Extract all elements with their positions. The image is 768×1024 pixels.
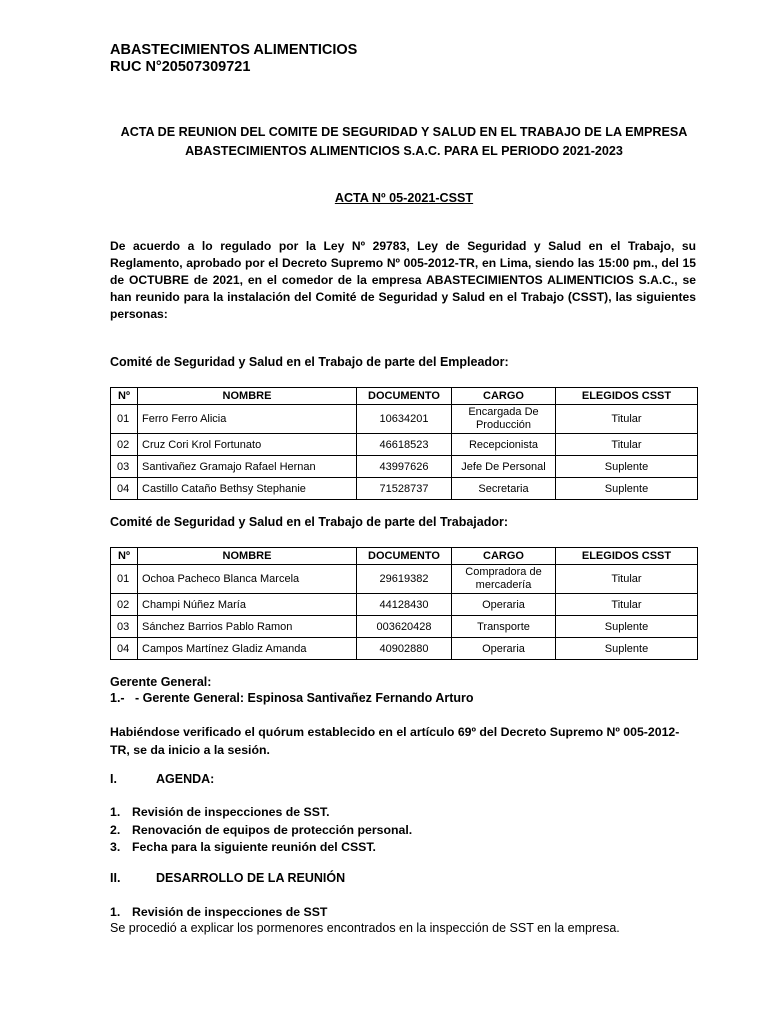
cell-nombre: Champi Núñez María [138,594,357,616]
cell-n: 02 [111,594,138,616]
col-header-nombre: NOMBRE [138,548,357,565]
list-item-text: Renovación de equipos de protección personal. [132,822,413,837]
cell-n: 01 [111,565,138,594]
list-item-text: Revisión de inspecciones de SST. [132,805,330,819]
gerente-line: 1.- - Gerente General: Espinosa Santivañez Fernando Arturo [110,691,474,705]
cell-cargo: Encargada De Producción [452,405,556,434]
list-item-number: 1. [110,805,121,819]
company-ruc: RUC N°20507309721 [110,59,251,75]
table-row [111,405,698,434]
cell-elegido: Suplente [556,638,698,660]
list-item [110,822,412,840]
col-header-elegidos: ELEGIDOS CSST [556,548,698,565]
list-item [110,904,327,922]
cell-cargo: Jefe De Personal [452,456,556,478]
cell-elegido: Titular [556,434,698,456]
list-item [110,804,412,822]
col-header-n: Nº [111,388,138,405]
cell-nombre: Ferro Ferro Alicia [138,405,357,434]
company-header [110,42,357,76]
cell-elegido: Titular [556,565,698,594]
cell-documento: 10634201 [357,405,452,434]
desarrollo-text: Se procedió a explicar los pormenores encontrados en la inspección de SST en la empresa. [110,921,620,935]
acta-number: ACTA Nº 05-2021-CSST [334,191,474,205]
cell-cargo: Operaria [452,594,556,616]
cell-documento: 46618523 [357,434,452,456]
employer-heading: Comité de Seguridad y Salud en el Trabajo de parte del Empleador: [110,355,509,369]
col-header-documento: DOCUMENTO [357,548,452,565]
title-line-2: ABASTECIMIENTOS ALIMENTICIOS S.A.C. PARA EL PERIODO 2021-2023 [185,144,623,158]
intro-paragraph: De acuerdo a lo regulado por la Ley Nº 29783, Ley de Seguridad y Salud en el Trabajo, su Reglamento, aprobado por el Decreto Supremo Nº 005-2012-TR, en Lima, siendo las 15:00 pm., del 15 de OCTUBRE de 2021, en el comedor de la empresa ABASTECIMIENTOS ALIMENTICIOS S.A.C., se han reunido para la instalación del Comité de Seguridad y Salud en el Trabajo (CSST), las siguientes personas: [110,239,696,321]
agenda-list [110,804,412,857]
list-item-number: 1. [110,905,121,919]
list-item [110,839,412,857]
list-item-number: 2. [110,822,121,837]
agenda-heading [110,772,214,786]
list-item-number: 3. [110,840,121,854]
table-row [111,616,698,638]
cell-elegido: Suplente [556,616,698,638]
table-row [111,594,698,616]
col-header-cargo: CARGO [452,548,556,565]
employer-table [110,387,698,500]
quorum-paragraph: Habiéndose verificado el quórum establecido en el artículo 69º del Decreto Supremo Nº 005-2012-TR, se da inicio a la sesión. [110,725,680,757]
col-header-n: Nº [111,548,138,565]
table-row [111,638,698,660]
cell-documento: 40902880 [357,638,452,660]
list-item-text: Fecha para la siguiente reunión del CSST. [132,840,376,854]
cell-elegido: Suplente [556,478,698,500]
agenda-title: AGENDA: [156,772,215,786]
table-row [111,565,698,594]
cell-nombre: Sánchez Barrios Pablo Ramon [138,616,357,638]
table-header-row [111,548,698,565]
cell-elegido: Titular [556,594,698,616]
cell-cargo: Recepcionista [452,434,556,456]
table-row [111,434,698,456]
cell-documento: 44128430 [357,594,452,616]
cell-cargo: Transporte [452,616,556,638]
cell-elegido: Titular [556,405,698,434]
cell-n: 04 [111,638,138,660]
desarrollo-sub-heading [110,904,327,922]
cell-nombre: Ochoa Pacheco Blanca Marcela [138,565,357,594]
cell-cargo: Secretaria [452,478,556,500]
table-row [111,478,698,500]
list-item-text: Revisión de inspecciones de SST [132,905,328,919]
cell-nombre: Santivañez Gramajo Rafael Hernan [138,456,357,478]
desarrollo-roman: II. [110,871,121,885]
cell-documento: 29619382 [357,565,452,594]
document-title [100,123,708,161]
cell-n: 02 [111,434,138,456]
title-line-1: ACTA DE REUNION DEL COMITE DE SEGURIDAD Y SALUD EN EL TRABAJO DE LA EMPRESA [120,125,688,139]
desarrollo-heading [110,871,345,885]
col-header-cargo: CARGO [452,388,556,405]
cell-documento: 71528737 [357,478,452,500]
table-header-row [111,388,698,405]
cell-documento: 003620428 [357,616,452,638]
agenda-roman: I. [110,772,117,786]
gerente-heading: Gerente General: [110,675,212,689]
cell-nombre: Castillo Cataño Bethsy Stephanie [138,478,357,500]
cell-cargo: Compradora de mercadería [452,565,556,594]
table-row [111,456,698,478]
desarrollo-title: DESARROLLO DE LA REUNIÓN [156,871,346,885]
cell-nombre: Campos Martínez Gladiz Amanda [138,638,357,660]
cell-elegido: Suplente [556,456,698,478]
col-header-documento: DOCUMENTO [357,388,452,405]
cell-nombre: Cruz Cori Krol Fortunato [138,434,357,456]
cell-cargo: Operaria [452,638,556,660]
cell-n: 01 [111,405,138,434]
col-header-nombre: NOMBRE [138,388,357,405]
worker-table [110,547,698,660]
cell-documento: 43997626 [357,456,452,478]
cell-n: 03 [111,456,138,478]
cell-n: 04 [111,478,138,500]
col-header-elegidos: ELEGIDOS CSST [556,388,698,405]
company-name: ABASTECIMIENTOS ALIMENTICIOS [110,42,358,58]
worker-heading: Comité de Seguridad y Salud en el Trabajo de parte del Trabajador: [110,515,509,529]
cell-n: 03 [111,616,138,638]
